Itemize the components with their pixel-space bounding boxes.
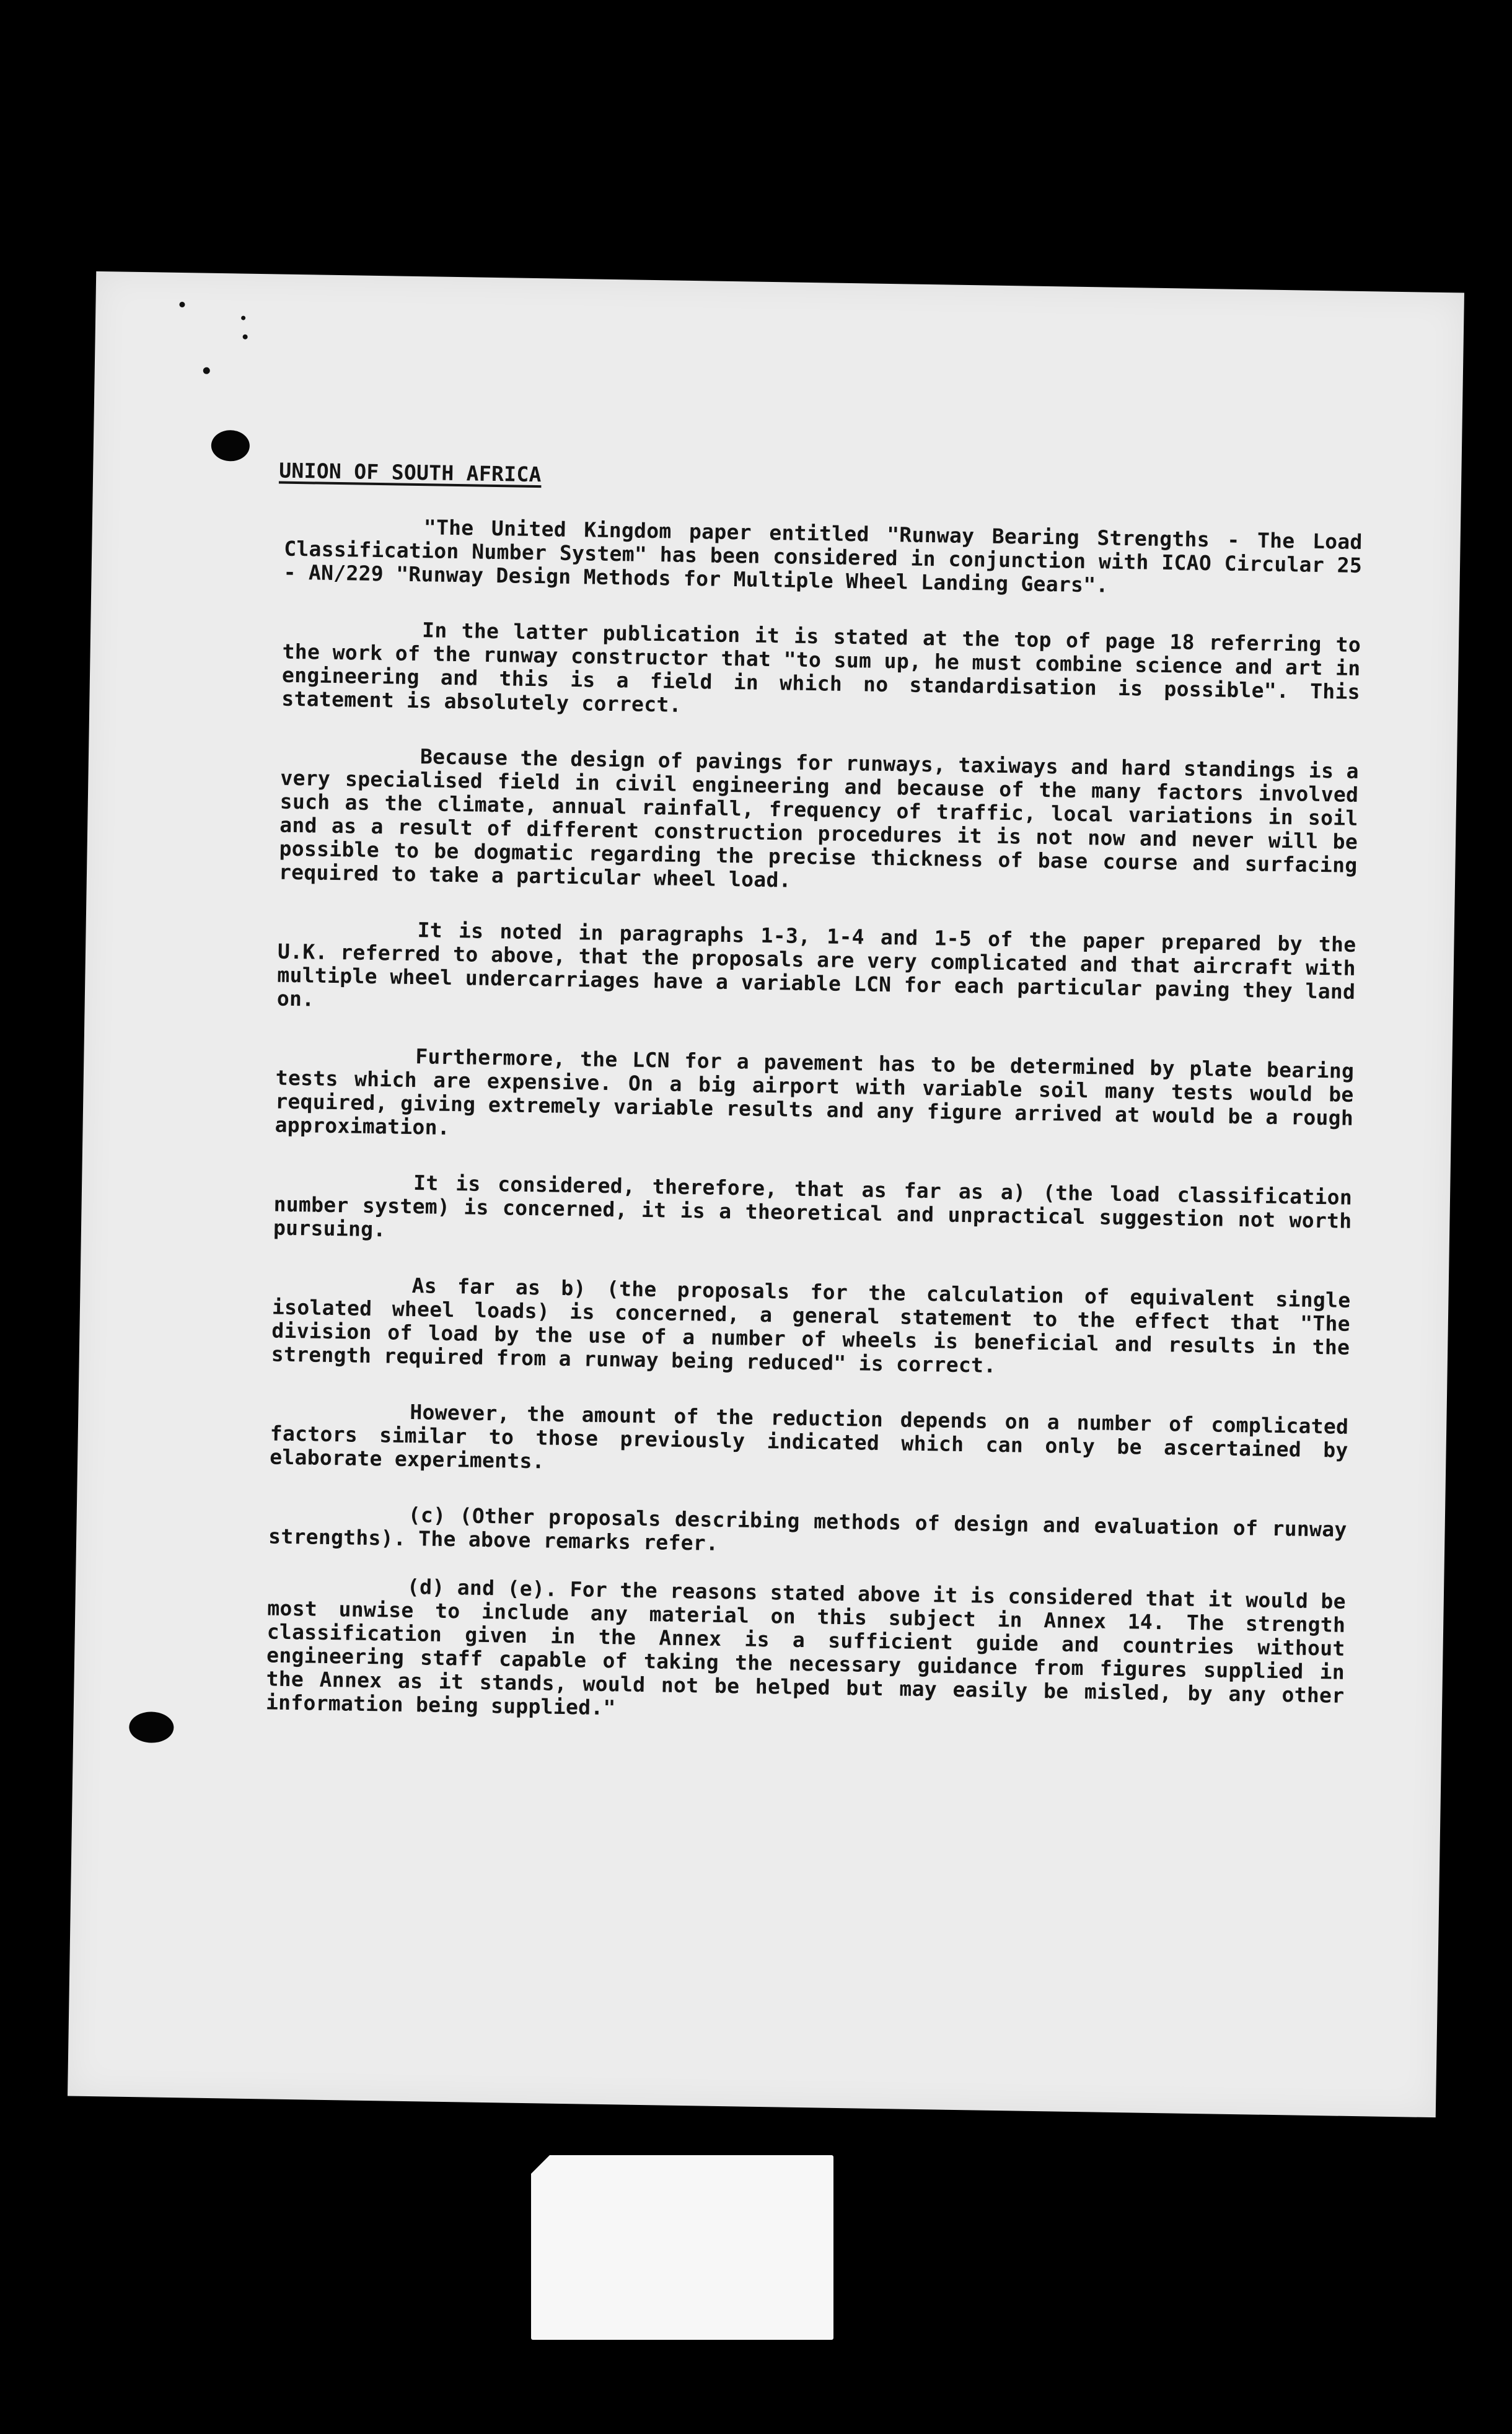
paragraph: [283, 514, 1363, 601]
paragraph: [271, 1272, 1351, 1383]
document-heading: UNION OF SOUTH AFRICA: [278, 458, 542, 487]
ink-speck: [243, 335, 248, 340]
document-page: [68, 271, 1464, 2117]
paragraph-text: In the latter publication it is stated at the top of page 18 referring to the work of the runway constructor that "to sum up, he must combine science and art in engineering and this is a field in which no standardisation is possible". This statement is absolutely correct.: [281, 618, 1361, 717]
paragraph-text: (d) and (e). For the reasons stated above it is considered that it would be most unwise to include any material on this subject in Annex 14. The strength classification given in the Annex is a sufficient guide and countries without engineering staff capable of taking the necessary guidance from figures supplied in the Annex as it stands, would not be helped but may easily be misled, by any other information being supplied.": [265, 1574, 1347, 1720]
paragraph: [270, 1398, 1349, 1485]
slip-corner-notch: [531, 2155, 550, 2174]
paragraph: [279, 743, 1359, 901]
ink-speck: [203, 367, 210, 374]
paragraph-text: It is noted in paragraphs 1-3, 1-4 and 1-5 of the paper prepared by the U.K. referred to above, that the proposals are very complicated and that aircraft with multiple wheel undercarriages have a variable LCN for each particular paving they land on.: [276, 918, 1356, 1011]
paragraph-text: "The United Kingdom paper entitled "Runway Bearing Strengths - The Load Classification Number System" has been considered in conjunction with ICAO Circular 25 - AN/229 "Runway Design Methods for Multiple Wheel Landing Gears".: [283, 515, 1363, 597]
paragraph-text: As far as b) (the proposals for the calculation of equivalent single isolated wheel loads) is concerned, a general statement to the effect that "The division of load by the use of a number of wheels is beneficial and results in the strength required from a runway being reduced" is correct.: [271, 1273, 1351, 1377]
paragraph: [277, 916, 1356, 1027]
paragraph: [275, 1043, 1354, 1154]
paragraph: [268, 1501, 1347, 1565]
ink-speck: [179, 302, 185, 307]
paragraph-text: (c) (Other proposals describing methods of design and evaluation of runway strengths). The above remarks refer.: [268, 1503, 1347, 1555]
ink-speck: [241, 316, 245, 320]
paragraph-text: Furthermore, the LCN for a pavement has to be determined by plate bearing tests which are expensive. On a big airport with variable soil many tests would be required, giving extremely variable results and any figure arrived at would be a rough approximation.: [275, 1044, 1355, 1140]
paragraph-text: Because the design of pavings for runways, taxiways and hard standings is a very specialised field in civil engineering and because of the many factors involved such as the climate, annual rainfall, frequency of traffic, local variations in soil and as a result of different construction procedures it is not now and never will be possible to be dogmatic regarding the precise thickness of base course and surfacing required to take a particular wheel load.: [278, 744, 1360, 892]
paragraph-text: However, the amount of the reduction depends on a number of complicated factors similar to those previously indicated which can only be ascertained by elaborate experiments.: [269, 1400, 1349, 1474]
blank-paper-slip: [531, 2155, 833, 2340]
paragraph-text: It is considered, therefore, that as far as a) (the load classification number system) is concerned, it is a theoretical and unpractical suggestion not worth pursuing.: [273, 1171, 1353, 1242]
paragraph: [266, 1573, 1346, 1731]
document-body: [265, 459, 1363, 1764]
punch-hole-bottom: [129, 1711, 174, 1743]
paragraph: [281, 617, 1361, 727]
paragraph: [273, 1169, 1353, 1257]
punch-hole-top: [211, 430, 250, 462]
